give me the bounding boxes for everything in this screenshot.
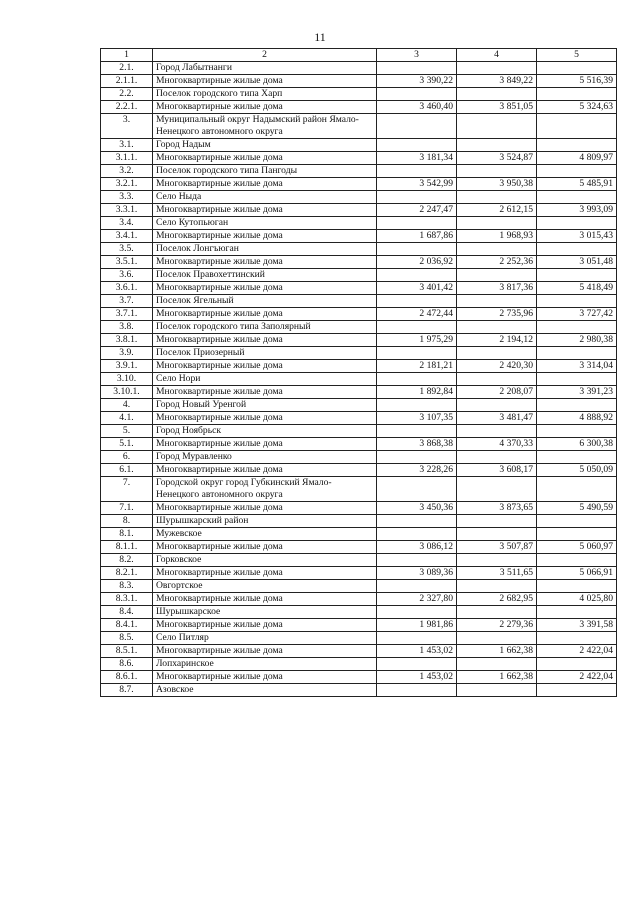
value-col4-cell: 4 370,33 xyxy=(457,438,537,451)
row-number-cell: 8.1.1. xyxy=(101,541,153,554)
value-col4-cell xyxy=(457,554,537,567)
value-col4-cell: 1 662,38 xyxy=(457,645,537,658)
row-number-cell: 3. xyxy=(101,114,153,139)
value-col3-cell xyxy=(377,477,457,502)
row-name-cell: Горковское xyxy=(153,554,377,567)
row-number-cell: 8.1. xyxy=(101,528,153,541)
value-col4-cell xyxy=(457,321,537,334)
row-number-cell: 3.8.1. xyxy=(101,334,153,347)
row-number-cell: 2.1.1. xyxy=(101,75,153,88)
row-number-cell: 3.7.1. xyxy=(101,308,153,321)
row-name-cell: Многоквартирные жилые дома xyxy=(153,438,377,451)
value-col5-cell xyxy=(537,606,617,619)
row-name-cell: Многоквартирные жилые дома xyxy=(153,412,377,425)
value-col4-cell: 3 507,87 xyxy=(457,541,537,554)
value-col5-cell: 6 300,38 xyxy=(537,438,617,451)
value-col3-cell: 2 327,80 xyxy=(377,593,457,606)
value-col4-cell: 3 817,36 xyxy=(457,282,537,295)
value-col5-cell xyxy=(537,217,617,230)
value-col5-cell: 3 015,43 xyxy=(537,230,617,243)
value-col4-cell xyxy=(457,165,537,178)
table-row xyxy=(101,619,617,632)
value-col5-cell xyxy=(537,347,617,360)
value-col5-cell: 2 422,04 xyxy=(537,671,617,684)
row-number-cell: 8.6.1. xyxy=(101,671,153,684)
value-col3-cell xyxy=(377,451,457,464)
value-col3-cell: 1 687,86 xyxy=(377,230,457,243)
value-col5-cell: 5 485,91 xyxy=(537,178,617,191)
value-col4-cell: 2 682,95 xyxy=(457,593,537,606)
value-col4-cell: 2 279,36 xyxy=(457,619,537,632)
row-name-cell: Город Муравленко xyxy=(153,451,377,464)
row-number-cell: 2.1. xyxy=(101,62,153,75)
value-col5-cell xyxy=(537,399,617,412)
value-col5-cell xyxy=(537,243,617,256)
row-name-cell: Многоквартирные жилые дома xyxy=(153,464,377,477)
value-col5-cell: 4 025,80 xyxy=(537,593,617,606)
row-number-cell: 2.2.1. xyxy=(101,101,153,114)
row-number-cell: 3.1. xyxy=(101,139,153,152)
table-row xyxy=(101,308,617,321)
value-col3-cell xyxy=(377,191,457,204)
value-col5-cell: 3 993,09 xyxy=(537,204,617,217)
row-number-cell: 3.10.1. xyxy=(101,386,153,399)
row-name-cell: Многоквартирные жилые дома xyxy=(153,567,377,580)
table-row xyxy=(101,269,617,282)
value-col4-cell: 3 849,22 xyxy=(457,75,537,88)
row-number-cell: 8.2. xyxy=(101,554,153,567)
row-name-cell: Поселок Приозерный xyxy=(153,347,377,360)
value-col4-cell xyxy=(457,451,537,464)
row-name-cell: Село Кутопьюган xyxy=(153,217,377,230)
value-col5-cell xyxy=(537,515,617,528)
table-row xyxy=(101,464,617,477)
value-col5-cell: 3 314,04 xyxy=(537,360,617,373)
value-col3-cell: 2 036,92 xyxy=(377,256,457,269)
row-name-cell: Город Новый Уренгой xyxy=(153,399,377,412)
value-col5-cell: 2 422,04 xyxy=(537,645,617,658)
value-col3-cell xyxy=(377,554,457,567)
value-col3-cell: 3 089,36 xyxy=(377,567,457,580)
value-col5-cell: 3 391,58 xyxy=(537,619,617,632)
table-row xyxy=(101,230,617,243)
table-row xyxy=(101,321,617,334)
row-name-cell: Поселок городского типа Харп xyxy=(153,88,377,101)
row-number-cell: 3.9. xyxy=(101,347,153,360)
value-col4-cell xyxy=(457,515,537,528)
value-col4-cell xyxy=(457,425,537,438)
value-col4-cell: 3 950,38 xyxy=(457,178,537,191)
row-name-cell: Город Ноябрьск xyxy=(153,425,377,438)
table-row xyxy=(101,114,617,139)
value-col3-cell: 1 892,84 xyxy=(377,386,457,399)
row-number-cell: 5. xyxy=(101,425,153,438)
row-number-cell: 6. xyxy=(101,451,153,464)
value-col4-cell: 2 194,12 xyxy=(457,334,537,347)
row-number-cell: 3.3.1. xyxy=(101,204,153,217)
table-row xyxy=(101,451,617,464)
value-col3-cell xyxy=(377,399,457,412)
table-row xyxy=(101,243,617,256)
row-number-cell: 8.3.1. xyxy=(101,593,153,606)
value-col3-cell: 2 247,47 xyxy=(377,204,457,217)
row-number-cell: 3.1.1. xyxy=(101,152,153,165)
value-col3-cell: 3 868,38 xyxy=(377,438,457,451)
value-col5-cell xyxy=(537,165,617,178)
value-col5-cell xyxy=(537,477,617,502)
row-number-cell: 3.5.1. xyxy=(101,256,153,269)
value-col4-cell xyxy=(457,658,537,671)
page-number: 11 xyxy=(314,30,326,44)
value-col4-cell xyxy=(457,217,537,230)
row-number-cell: 7. xyxy=(101,477,153,502)
table-row xyxy=(101,165,617,178)
value-col5-cell xyxy=(537,114,617,139)
value-col3-cell: 3 450,36 xyxy=(377,502,457,515)
value-col5-cell: 2 980,38 xyxy=(537,334,617,347)
value-col4-cell xyxy=(457,373,537,386)
row-name-cell: Многоквартирные жилые дома xyxy=(153,308,377,321)
value-col4-cell xyxy=(457,62,537,75)
row-number-cell: 4.1. xyxy=(101,412,153,425)
table-row xyxy=(101,632,617,645)
table-row xyxy=(101,75,617,88)
value-col4-cell xyxy=(457,243,537,256)
table-row xyxy=(101,554,617,567)
value-col3-cell: 3 181,34 xyxy=(377,152,457,165)
value-col3-cell xyxy=(377,269,457,282)
row-name-cell: Многоквартирные жилые дома xyxy=(153,204,377,217)
value-col5-cell xyxy=(537,373,617,386)
row-name-cell: Многоквартирные жилые дома xyxy=(153,593,377,606)
value-col3-cell: 2 181,21 xyxy=(377,360,457,373)
value-col3-cell: 3 086,12 xyxy=(377,541,457,554)
table-row xyxy=(101,399,617,412)
value-col4-cell xyxy=(457,114,537,139)
table-row xyxy=(101,139,617,152)
value-col5-cell: 5 050,09 xyxy=(537,464,617,477)
row-number-cell: 8. xyxy=(101,515,153,528)
value-col5-cell xyxy=(537,88,617,101)
table-row xyxy=(101,541,617,554)
value-col4-cell: 2 252,36 xyxy=(457,256,537,269)
value-col5-cell xyxy=(537,269,617,282)
row-number-cell: 8.4. xyxy=(101,606,153,619)
table-row xyxy=(101,684,617,697)
row-number-cell: 3.4.1. xyxy=(101,230,153,243)
table-row xyxy=(101,152,617,165)
table-row xyxy=(101,645,617,658)
row-number-cell: 3.2. xyxy=(101,165,153,178)
value-col5-cell: 5 490,59 xyxy=(537,502,617,515)
value-col3-cell xyxy=(377,632,457,645)
row-name-cell: Овгортское xyxy=(153,580,377,593)
table-row xyxy=(101,360,617,373)
value-col4-cell xyxy=(457,528,537,541)
row-number-cell: 8.5.1. xyxy=(101,645,153,658)
table-row xyxy=(101,412,617,425)
value-col4-cell: 3 851,05 xyxy=(457,101,537,114)
table-row xyxy=(101,204,617,217)
value-col3-cell xyxy=(377,321,457,334)
table-row xyxy=(101,477,617,502)
value-col5-cell xyxy=(537,528,617,541)
value-col5-cell: 5 516,39 xyxy=(537,75,617,88)
value-col5-cell xyxy=(537,451,617,464)
row-name-cell: Городской округ город Губкинский Ямало-Ненецкого автономного округа xyxy=(153,477,377,502)
value-col3-cell xyxy=(377,88,457,101)
value-col5-cell xyxy=(537,191,617,204)
row-name-cell: Многоквартирные жилые дома xyxy=(153,178,377,191)
row-number-cell: 3.4. xyxy=(101,217,153,230)
value-col4-cell xyxy=(457,606,537,619)
table-row xyxy=(101,191,617,204)
row-number-cell: 3.5. xyxy=(101,243,153,256)
value-col4-cell: 2 735,96 xyxy=(457,308,537,321)
row-name-cell: Многоквартирные жилые дома xyxy=(153,230,377,243)
row-name-cell: Многоквартирные жилые дома xyxy=(153,645,377,658)
row-number-cell: 3.3. xyxy=(101,191,153,204)
value-col3-cell: 1 981,86 xyxy=(377,619,457,632)
value-col4-cell xyxy=(457,580,537,593)
row-number-cell: 3.6.1. xyxy=(101,282,153,295)
value-col4-cell xyxy=(457,399,537,412)
row-number-cell: 5.1. xyxy=(101,438,153,451)
row-number-cell: 3.10. xyxy=(101,373,153,386)
value-col4-cell xyxy=(457,88,537,101)
value-col5-cell xyxy=(537,684,617,697)
value-col3-cell xyxy=(377,139,457,152)
row-name-cell: Многоквартирные жилые дома xyxy=(153,75,377,88)
value-col3-cell: 3 390,22 xyxy=(377,75,457,88)
value-col5-cell xyxy=(537,425,617,438)
row-name-cell: Поселок городского типа Заполярный xyxy=(153,321,377,334)
table-body xyxy=(101,62,617,697)
table-row xyxy=(101,88,617,101)
value-col5-cell: 4 888,92 xyxy=(537,412,617,425)
value-col4-cell: 3 511,65 xyxy=(457,567,537,580)
value-col3-cell xyxy=(377,515,457,528)
row-name-cell: Село Питляр xyxy=(153,632,377,645)
row-number-cell: 8.2.1. xyxy=(101,567,153,580)
value-col3-cell xyxy=(377,373,457,386)
value-col3-cell: 3 460,40 xyxy=(377,101,457,114)
table-row xyxy=(101,528,617,541)
row-name-cell: Многоквартирные жилые дома xyxy=(153,256,377,269)
table-row xyxy=(101,515,617,528)
row-name-cell: Поселок городского типа Пангоды xyxy=(153,165,377,178)
value-col5-cell: 5 060,97 xyxy=(537,541,617,554)
value-col5-cell: 5 418,49 xyxy=(537,282,617,295)
column-header: 5 xyxy=(537,49,617,62)
table-row xyxy=(101,438,617,451)
row-number-cell: 3.9.1. xyxy=(101,360,153,373)
value-col3-cell xyxy=(377,684,457,697)
row-name-cell: Многоквартирные жилые дома xyxy=(153,619,377,632)
value-col3-cell xyxy=(377,658,457,671)
value-col5-cell xyxy=(537,554,617,567)
value-col3-cell xyxy=(377,580,457,593)
value-col5-cell xyxy=(537,139,617,152)
value-col3-cell: 1 453,02 xyxy=(377,671,457,684)
row-name-cell: Многоквартирные жилые дома xyxy=(153,360,377,373)
value-col5-cell xyxy=(537,321,617,334)
row-number-cell: 8.4.1. xyxy=(101,619,153,632)
value-col4-cell: 2 612,15 xyxy=(457,204,537,217)
table-row xyxy=(101,178,617,191)
row-number-cell: 8.7. xyxy=(101,684,153,697)
row-name-cell: Мужевское xyxy=(153,528,377,541)
row-number-cell: 8.3. xyxy=(101,580,153,593)
row-number-cell: 8.6. xyxy=(101,658,153,671)
value-col5-cell: 3 051,48 xyxy=(537,256,617,269)
value-col3-cell: 2 472,44 xyxy=(377,308,457,321)
value-col5-cell: 4 809,97 xyxy=(537,152,617,165)
value-col4-cell: 3 481,47 xyxy=(457,412,537,425)
row-name-cell: Село Ныда xyxy=(153,191,377,204)
row-number-cell: 3.6. xyxy=(101,269,153,282)
column-header: 4 xyxy=(457,49,537,62)
value-col4-cell xyxy=(457,347,537,360)
row-name-cell: Поселок Правохеттинский xyxy=(153,269,377,282)
value-col4-cell xyxy=(457,632,537,645)
table-row xyxy=(101,658,617,671)
row-number-cell: 8.5. xyxy=(101,632,153,645)
table-row xyxy=(101,256,617,269)
table-row xyxy=(101,282,617,295)
value-col3-cell: 3 228,26 xyxy=(377,464,457,477)
row-name-cell: Муниципальный округ Надымский район Ямало-Ненецкого автономного округа xyxy=(153,114,377,139)
row-number-cell: 3.8. xyxy=(101,321,153,334)
value-col4-cell xyxy=(457,684,537,697)
value-col4-cell xyxy=(457,295,537,308)
table-row xyxy=(101,101,617,114)
row-name-cell: Город Надым xyxy=(153,139,377,152)
value-col4-cell: 2 208,07 xyxy=(457,386,537,399)
row-name-cell: Азовское xyxy=(153,684,377,697)
table-header-row xyxy=(101,49,617,62)
table-row xyxy=(101,334,617,347)
value-col4-cell: 2 420,30 xyxy=(457,360,537,373)
value-col4-cell xyxy=(457,269,537,282)
row-number-cell: 3.7. xyxy=(101,295,153,308)
column-header: 1 xyxy=(101,49,153,62)
value-col3-cell: 1 975,29 xyxy=(377,334,457,347)
row-number-cell: 7.1. xyxy=(101,502,153,515)
row-name-cell: Село Нори xyxy=(153,373,377,386)
table-row xyxy=(101,671,617,684)
table-row xyxy=(101,295,617,308)
row-name-cell: Многоквартирные жилые дома xyxy=(153,541,377,554)
table-row xyxy=(101,567,617,580)
value-col3-cell xyxy=(377,165,457,178)
value-col5-cell xyxy=(537,62,617,75)
value-col4-cell: 3 524,87 xyxy=(457,152,537,165)
value-col3-cell xyxy=(377,217,457,230)
value-col3-cell xyxy=(377,528,457,541)
value-col3-cell: 3 107,35 xyxy=(377,412,457,425)
value-col5-cell xyxy=(537,658,617,671)
row-name-cell: Шурышкарский район xyxy=(153,515,377,528)
value-col3-cell xyxy=(377,347,457,360)
row-name-cell: Лопхаринское xyxy=(153,658,377,671)
table-row xyxy=(101,347,617,360)
table-row xyxy=(101,606,617,619)
value-col4-cell: 3 873,65 xyxy=(457,502,537,515)
value-col4-cell xyxy=(457,139,537,152)
column-header: 3 xyxy=(377,49,457,62)
value-col5-cell xyxy=(537,580,617,593)
table-row xyxy=(101,580,617,593)
value-col5-cell: 3 727,42 xyxy=(537,308,617,321)
value-col5-cell xyxy=(537,632,617,645)
row-name-cell: Многоквартирные жилые дома xyxy=(153,152,377,165)
row-number-cell: 2.2. xyxy=(101,88,153,101)
row-name-cell: Многоквартирные жилые дома xyxy=(153,386,377,399)
value-col5-cell: 5 066,91 xyxy=(537,567,617,580)
value-col5-cell: 5 324,63 xyxy=(537,101,617,114)
row-name-cell: Шурышкарское xyxy=(153,606,377,619)
value-col4-cell xyxy=(457,477,537,502)
value-col3-cell xyxy=(377,425,457,438)
value-col3-cell: 1 453,02 xyxy=(377,645,457,658)
value-col5-cell xyxy=(537,295,617,308)
table-row xyxy=(101,62,617,75)
table-row xyxy=(101,217,617,230)
row-name-cell: Многоквартирные жилые дома xyxy=(153,671,377,684)
row-number-cell: 6.1. xyxy=(101,464,153,477)
value-col3-cell xyxy=(377,243,457,256)
table-row xyxy=(101,593,617,606)
value-col5-cell: 3 391,23 xyxy=(537,386,617,399)
value-col3-cell xyxy=(377,62,457,75)
value-col3-cell: 3 542,99 xyxy=(377,178,457,191)
table-row xyxy=(101,373,617,386)
value-col4-cell: 1 662,38 xyxy=(457,671,537,684)
value-col3-cell xyxy=(377,295,457,308)
column-header: 2 xyxy=(153,49,377,62)
tariff-table xyxy=(100,48,617,697)
row-name-cell: Многоквартирные жилые дома xyxy=(153,502,377,515)
value-col3-cell xyxy=(377,114,457,139)
row-name-cell: Многоквартирные жилые дома xyxy=(153,334,377,347)
value-col4-cell: 3 608,17 xyxy=(457,464,537,477)
table-row xyxy=(101,502,617,515)
row-number-cell: 4. xyxy=(101,399,153,412)
row-name-cell: Многоквартирные жилые дома xyxy=(153,282,377,295)
row-number-cell: 3.2.1. xyxy=(101,178,153,191)
row-name-cell: Поселок Лонгъюган xyxy=(153,243,377,256)
row-name-cell: Город Лабытнанги xyxy=(153,62,377,75)
row-name-cell: Многоквартирные жилые дома xyxy=(153,101,377,114)
table-row xyxy=(101,425,617,438)
value-col4-cell xyxy=(457,191,537,204)
value-col4-cell: 1 968,93 xyxy=(457,230,537,243)
value-col3-cell: 3 401,42 xyxy=(377,282,457,295)
table-row xyxy=(101,386,617,399)
row-name-cell: Поселок Ягельный xyxy=(153,295,377,308)
value-col3-cell xyxy=(377,606,457,619)
